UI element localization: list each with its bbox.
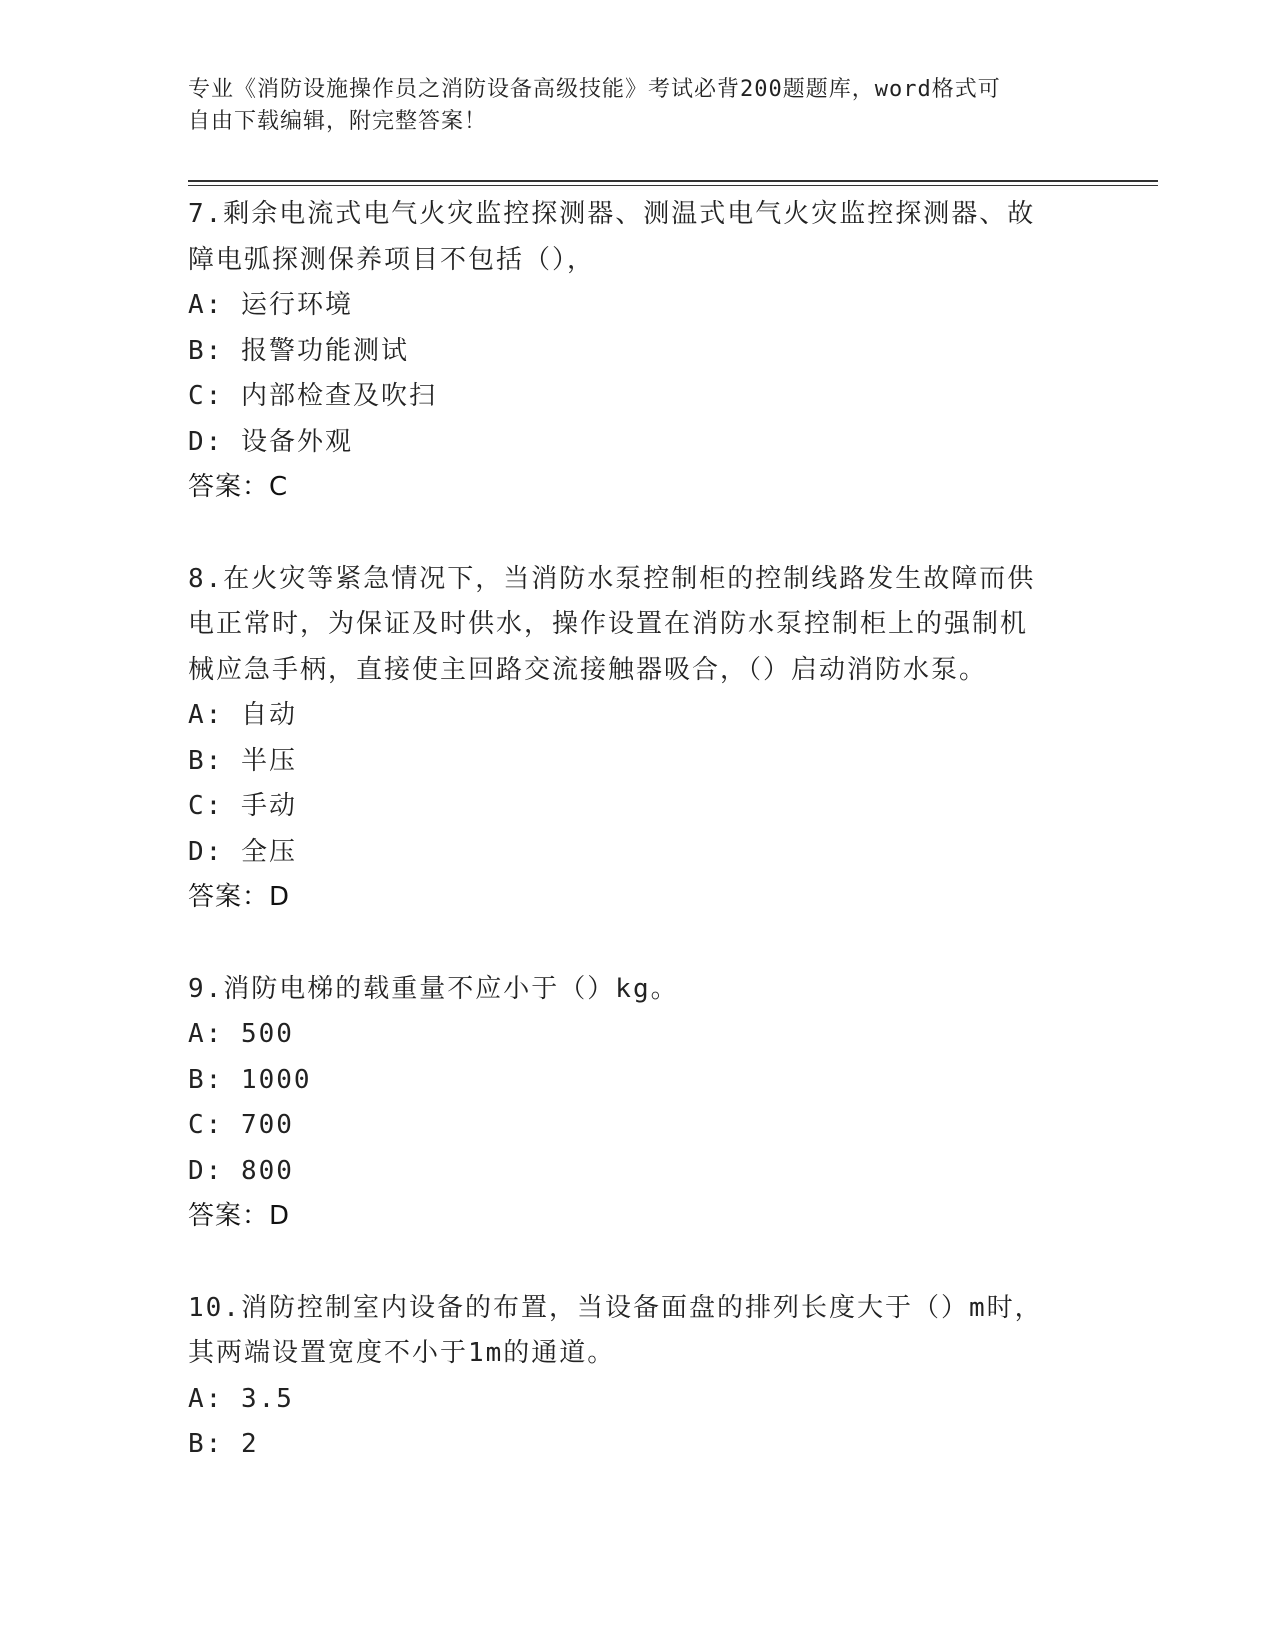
- question-9: [188, 967, 1088, 1240]
- option-b: B: 报警功能测试: [188, 335, 409, 366]
- option-b: B: 2: [188, 1429, 259, 1459]
- question-stem-line: 电正常时，为保证及时供水，操作设置在消防水泵控制柜上的强制机: [188, 609, 1029, 639]
- question-stem-line: 8.在火灾等紧急情况下，当消防水泵控制柜的控制线路发生故障而供: [188, 563, 1036, 594]
- option-b: B: 1000: [188, 1064, 312, 1095]
- option-a: A: 自动: [188, 700, 297, 730]
- question-spacer: [188, 511, 1088, 557]
- question-stem-line: 7.剩余电流式电气火灾监控探测器、测温式电气火灾监控探测器、故: [188, 199, 1036, 229]
- question-spacer: [188, 921, 1088, 967]
- answer-line: 答案：D: [188, 882, 291, 912]
- question-10: [188, 1286, 1088, 1468]
- header-divider-thin: [188, 185, 1158, 186]
- option-c: C: 内部检查及吹扫: [188, 381, 437, 411]
- option-c: C: 手动: [188, 791, 297, 821]
- option-d: D: 800: [188, 1155, 294, 1186]
- option-a: A: 3.5: [188, 1383, 294, 1414]
- question-stem-line: 障电弧探测保养项目不包括（），: [188, 244, 596, 275]
- question-stem-line: 10.消防控制室内设备的布置，当设备面盘的排列长度大于（）m时，: [188, 1292, 1043, 1323]
- option-d: D: 全压: [188, 836, 297, 867]
- document-header: [188, 74, 1088, 138]
- option-b: B: 半压: [188, 745, 297, 776]
- question-8: [188, 557, 1088, 921]
- question-spacer: [188, 1240, 1088, 1286]
- question-stem-line: 其两端设置宽度不小于1m的通道。: [188, 1338, 616, 1368]
- answer-line: 答案：C: [188, 472, 289, 502]
- option-c: C: 700: [188, 1110, 294, 1140]
- answer-line: 答案：D: [188, 1201, 291, 1231]
- header-line-2: 自由下载编辑，附完整答案！: [188, 109, 488, 134]
- question-stem-line: 9.消防电梯的载重量不应小于（）kg。: [188, 973, 679, 1004]
- question-list: [188, 192, 1088, 1468]
- question-7: [188, 192, 1088, 511]
- option-a: A: 运行环境: [188, 290, 353, 320]
- header-line-1: 专业《消防设施操作员之消防设备高级技能》考试必背200题题库，word格式可: [188, 77, 1001, 102]
- question-stem-line: 械应急手柄，直接使主回路交流接触器吸合，（）启动消防水泵。: [188, 654, 988, 685]
- option-a: A: 500: [188, 1019, 294, 1049]
- option-d: D: 设备外观: [188, 426, 353, 457]
- header-divider-thick: [188, 180, 1158, 182]
